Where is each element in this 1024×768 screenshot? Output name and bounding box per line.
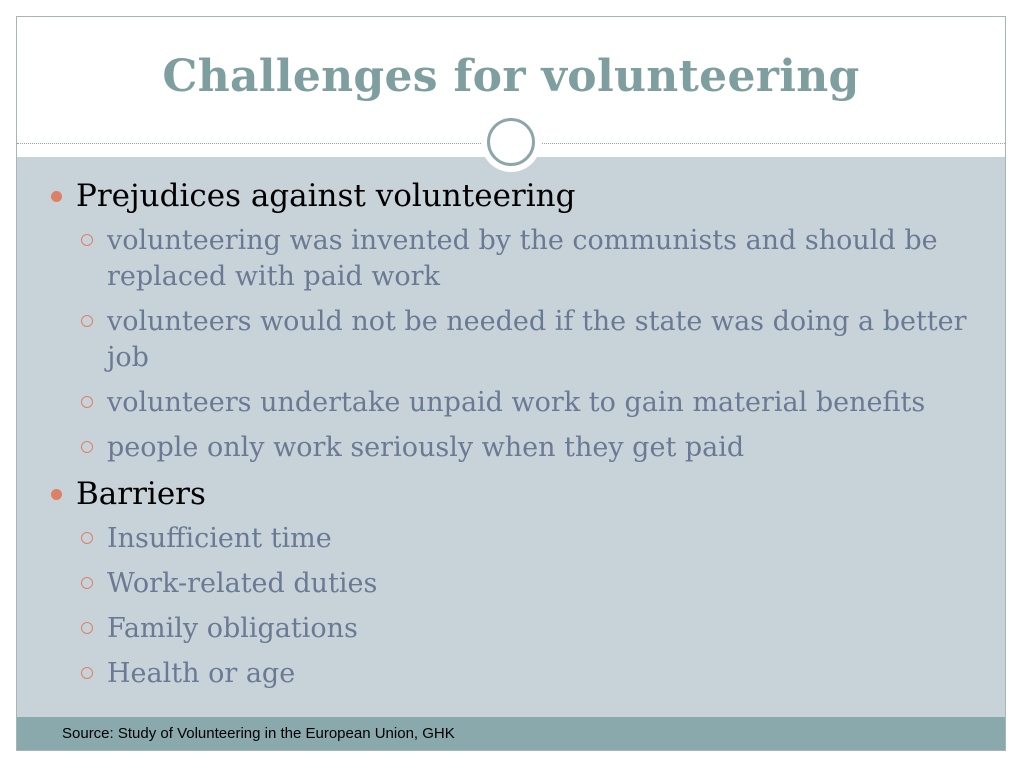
list-item — [51, 304, 991, 376]
filled-circle-bullet-icon — [51, 191, 62, 202]
list-item-text: Family obligations — [107, 613, 358, 644]
hollow-circle-bullet-icon — [81, 315, 93, 327]
list-item — [51, 566, 991, 602]
slide — [16, 16, 1006, 751]
list-item — [51, 385, 991, 421]
source-citation: Source: Study of Volunteering in the European Union, GHK — [62, 725, 455, 742]
section-heading-prejudices — [51, 177, 991, 215]
slide-title: Challenges for volunteering — [162, 51, 860, 102]
section-heading-barriers — [51, 475, 991, 513]
list-item-text: volunteers would not be needed if the state was doing a better job — [107, 306, 967, 373]
hollow-circle-bullet-icon — [81, 441, 93, 453]
hollow-circle-bullet-icon — [81, 577, 93, 589]
list-item — [51, 521, 991, 557]
hollow-circle-bullet-icon — [81, 667, 93, 679]
list-item-text: Health or age — [107, 658, 296, 689]
list-item — [51, 430, 991, 466]
list-item — [51, 611, 991, 647]
list-item — [51, 656, 991, 692]
ornament-ring — [487, 118, 535, 166]
hollow-circle-bullet-icon — [81, 396, 93, 408]
section-heading-text: Prejudices against volunteering — [76, 178, 576, 214]
hollow-circle-bullet-icon — [81, 622, 93, 634]
hollow-circle-bullet-icon — [81, 234, 93, 246]
section-heading-text: Barriers — [76, 476, 206, 512]
list-item-text: Work-related duties — [107, 568, 378, 599]
list-item — [51, 223, 991, 295]
footer-bar — [17, 717, 1005, 751]
bullet-list — [51, 177, 991, 701]
list-item-text: Insufficient time — [107, 523, 332, 554]
ring-ornament-icon — [481, 112, 541, 172]
list-item-text: volunteering was invented by the communists and should be replaced with paid work — [107, 225, 938, 292]
hollow-circle-bullet-icon — [81, 532, 93, 544]
list-item-text: people only work seriously when they get paid — [107, 432, 745, 463]
list-item-text: volunteers undertake unpaid work to gain material benefits — [107, 387, 926, 418]
filled-circle-bullet-icon — [51, 489, 62, 500]
